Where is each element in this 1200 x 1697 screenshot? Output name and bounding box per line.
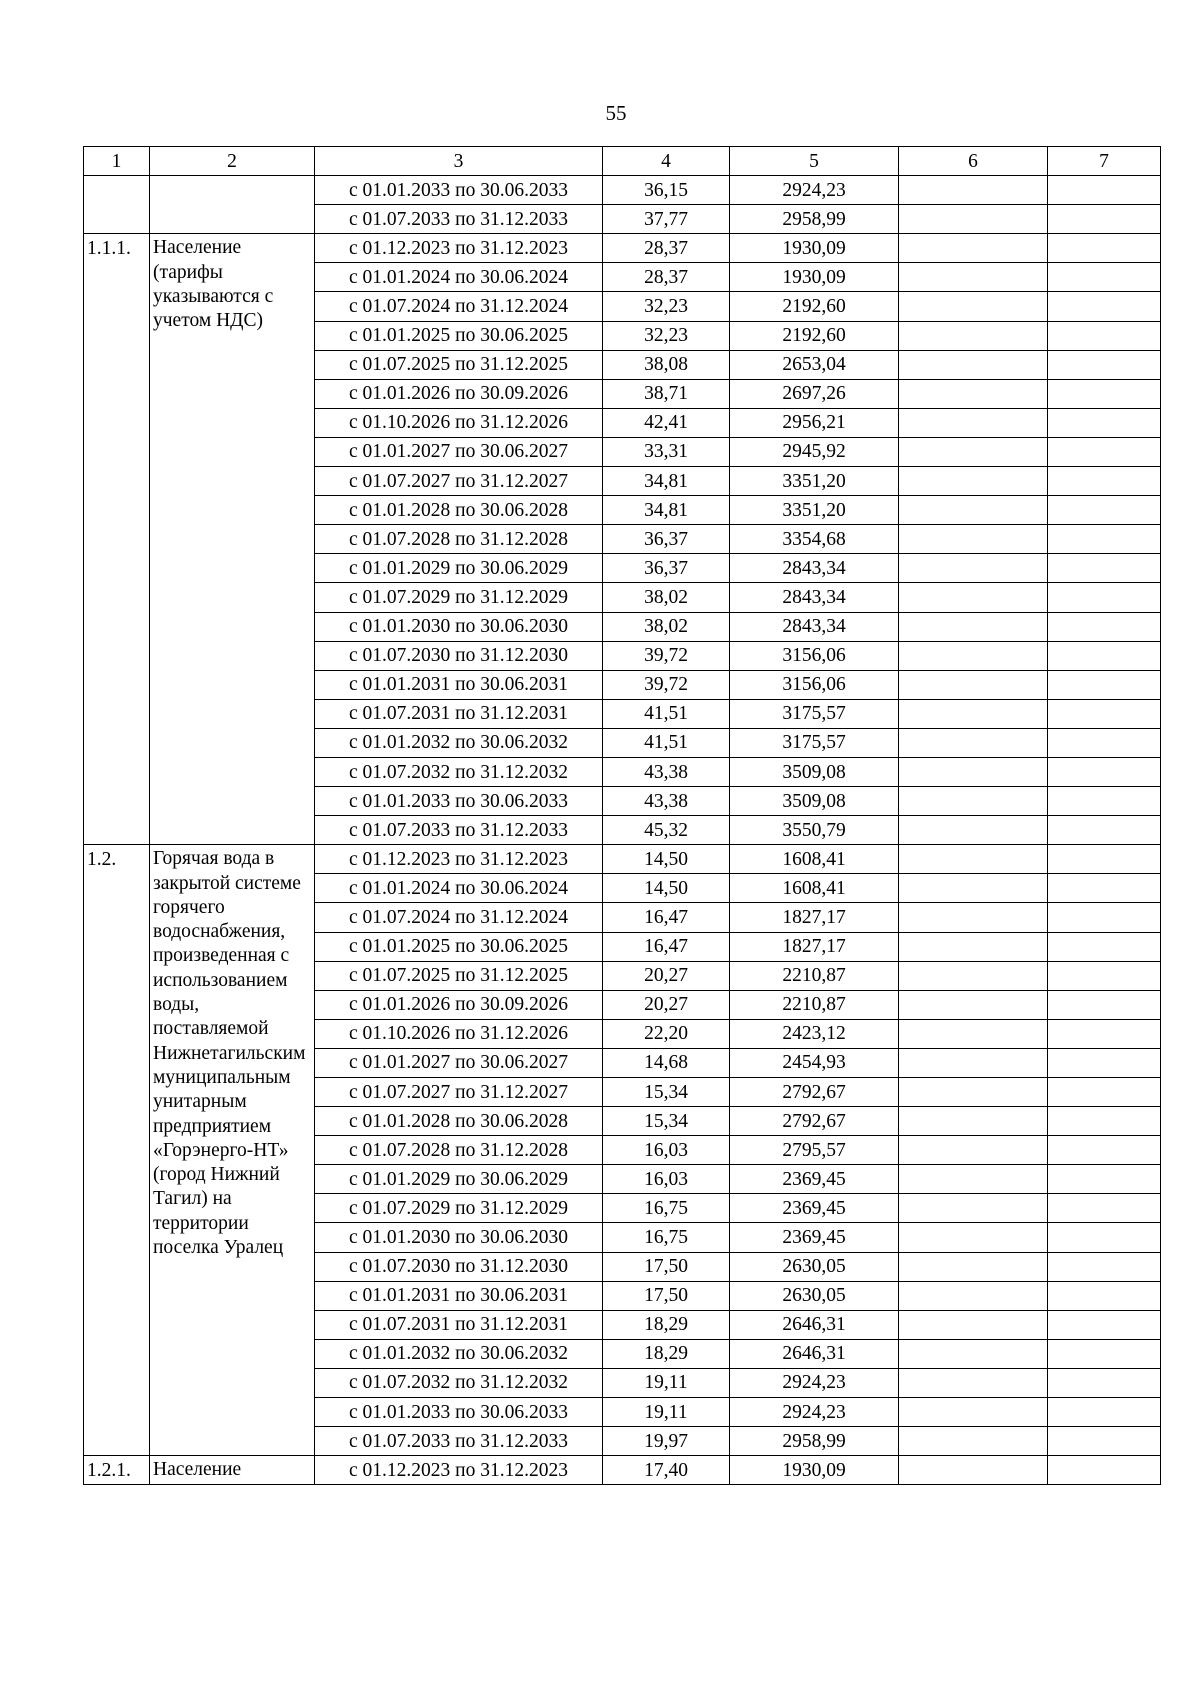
value-cell: 18,29 — [603, 1339, 730, 1368]
period-cell: с 01.12.2023 по 31.12.2023 — [315, 234, 603, 263]
period-cell: с 01.01.2026 по 30.09.2026 — [315, 990, 603, 1019]
tariff-cell: 2843,34 — [730, 554, 899, 583]
empty-cell — [899, 467, 1048, 496]
value-cell: 33,31 — [603, 437, 730, 466]
tariff-cell: 3156,06 — [730, 641, 899, 670]
tariff-cell: 2795,57 — [730, 1136, 899, 1165]
empty-cell — [1048, 525, 1161, 554]
empty-cell — [899, 757, 1048, 786]
item-description: Горячая вода в закрытой системе горячего водоснабжения, произведенная с использованием воды, поставляемой Нижнетагильским муниципальным унитарным предприятием «Горэнерго-НТ» (город Нижний Тагил) на территории поселка Уралец — [153, 848, 306, 1258]
value-cell: 14,68 — [603, 1048, 730, 1077]
empty-cell — [899, 554, 1048, 583]
item-description-cell — [150, 1456, 315, 1485]
value-cell: 17,50 — [603, 1281, 730, 1310]
empty-cell — [1048, 728, 1161, 757]
empty-cell — [899, 612, 1048, 641]
empty-cell — [1048, 874, 1161, 903]
period-cell: с 01.07.2024 по 31.12.2024 — [315, 292, 603, 321]
item-description-cell — [150, 234, 315, 845]
value-cell: 32,23 — [603, 292, 730, 321]
period-cell: с 01.01.2025 по 30.06.2025 — [315, 321, 603, 350]
table-row — [84, 234, 1161, 263]
period-cell: с 01.01.2024 по 30.06.2024 — [315, 263, 603, 292]
tariff-cell: 2369,45 — [730, 1165, 899, 1194]
empty-cell — [899, 1048, 1048, 1077]
tariff-cell: 2843,34 — [730, 583, 899, 612]
period-cell: с 01.07.2028 по 31.12.2028 — [315, 525, 603, 554]
tariff-cell: 2945,92 — [730, 437, 899, 466]
period-cell: с 01.07.2032 по 31.12.2032 — [315, 757, 603, 786]
period-cell: с 01.01.2031 по 30.06.2031 — [315, 670, 603, 699]
value-cell: 16,75 — [603, 1223, 730, 1252]
tariff-cell: 3509,08 — [730, 787, 899, 816]
period-cell: с 01.10.2026 по 31.12.2026 — [315, 408, 603, 437]
tariff-cell: 3351,20 — [730, 467, 899, 496]
tariff-cell: 2653,04 — [730, 350, 899, 379]
value-cell: 38,08 — [603, 350, 730, 379]
empty-cell — [1048, 641, 1161, 670]
period-cell: с 01.01.2026 по 30.09.2026 — [315, 379, 603, 408]
value-cell: 20,27 — [603, 961, 730, 990]
empty-cell — [899, 263, 1048, 292]
empty-cell — [899, 1165, 1048, 1194]
value-cell: 36,15 — [603, 176, 730, 205]
tariff-cell: 3509,08 — [730, 757, 899, 786]
period-cell: с 01.01.2032 по 30.06.2032 — [315, 728, 603, 757]
item-description — [153, 176, 311, 178]
tariff-cell: 1827,17 — [730, 903, 899, 932]
tariff-cell: 1608,41 — [730, 845, 899, 874]
value-cell: 42,41 — [603, 408, 730, 437]
value-cell: 36,37 — [603, 554, 730, 583]
period-cell: с 01.07.2025 по 31.12.2025 — [315, 961, 603, 990]
tariff-table — [83, 146, 1161, 1485]
empty-cell — [899, 670, 1048, 699]
period-cell: с 01.07.2029 по 31.12.2029 — [315, 1194, 603, 1223]
tariff-cell: 3175,57 — [730, 699, 899, 728]
empty-cell — [899, 816, 1048, 845]
period-cell: с 01.01.2028 по 30.06.2028 — [315, 1107, 603, 1136]
page-number: 55 — [605, 101, 627, 125]
period-cell: с 01.01.2033 по 30.06.2033 — [315, 1398, 603, 1427]
empty-cell — [1048, 932, 1161, 961]
item-number: 1.2.1. — [87, 1460, 131, 1482]
header-cell: 3 — [315, 147, 603, 176]
empty-cell — [1048, 292, 1161, 321]
empty-cell — [1048, 176, 1161, 205]
period-cell: с 01.01.2030 по 30.06.2030 — [315, 1223, 603, 1252]
header-cell: 4 — [603, 147, 730, 176]
empty-cell — [1048, 496, 1161, 525]
period-cell: с 01.07.2030 по 31.12.2030 — [315, 1252, 603, 1281]
tariff-cell: 2697,26 — [730, 379, 899, 408]
item-description: Население (тарифы указываются с учетом НДС) — [153, 237, 274, 332]
empty-cell — [1048, 699, 1161, 728]
item-number-cell — [84, 845, 150, 1456]
tariff-cell: 1930,09 — [730, 234, 899, 263]
period-cell: с 01.07.2027 по 31.12.2027 — [315, 1078, 603, 1107]
value-cell: 37,77 — [603, 205, 730, 234]
empty-cell — [1048, 1165, 1161, 1194]
value-cell: 39,72 — [603, 641, 730, 670]
value-cell: 36,37 — [603, 525, 730, 554]
empty-cell — [1048, 350, 1161, 379]
item-description-cell — [150, 845, 315, 1456]
empty-cell — [1048, 1281, 1161, 1310]
item-description: Население — [153, 1459, 242, 1481]
tariff-cell: 2630,05 — [730, 1281, 899, 1310]
empty-cell — [899, 176, 1048, 205]
empty-cell — [1048, 554, 1161, 583]
tariff-cell: 1608,41 — [730, 874, 899, 903]
value-cell: 39,72 — [603, 670, 730, 699]
item-number: 1.1.1. — [87, 238, 131, 260]
value-cell: 22,20 — [603, 1019, 730, 1048]
empty-cell — [899, 874, 1048, 903]
empty-cell — [899, 496, 1048, 525]
empty-cell — [1048, 845, 1161, 874]
empty-cell — [1048, 1252, 1161, 1281]
value-cell: 28,37 — [603, 234, 730, 263]
tariff-cell: 3550,79 — [730, 816, 899, 845]
empty-cell — [1048, 437, 1161, 466]
tariff-cell: 1827,17 — [730, 932, 899, 961]
period-cell: с 01.07.2024 по 31.12.2024 — [315, 903, 603, 932]
tariff-cell: 3175,57 — [730, 728, 899, 757]
value-cell: 34,81 — [603, 496, 730, 525]
empty-cell — [1048, 757, 1161, 786]
empty-cell — [899, 1194, 1048, 1223]
empty-cell — [899, 1339, 1048, 1368]
tariff-cell: 2210,87 — [730, 990, 899, 1019]
tariff-cell: 2924,23 — [730, 1368, 899, 1397]
empty-cell — [1048, 816, 1161, 845]
empty-cell — [899, 961, 1048, 990]
period-cell: с 01.07.2033 по 31.12.2033 — [315, 1427, 603, 1456]
empty-cell — [1048, 408, 1161, 437]
period-cell: с 01.01.2033 по 30.06.2033 — [315, 787, 603, 816]
header-cell: 1 — [84, 147, 150, 176]
empty-cell — [899, 1398, 1048, 1427]
value-cell: 15,34 — [603, 1107, 730, 1136]
tariff-cell: 2956,21 — [730, 408, 899, 437]
value-cell: 16,75 — [603, 1194, 730, 1223]
empty-cell — [1048, 1107, 1161, 1136]
empty-cell — [899, 641, 1048, 670]
empty-cell — [899, 845, 1048, 874]
period-cell: с 01.01.2025 по 30.06.2025 — [315, 932, 603, 961]
empty-cell — [1048, 1456, 1161, 1485]
value-cell: 41,51 — [603, 728, 730, 757]
value-cell: 43,38 — [603, 787, 730, 816]
period-cell: с 01.01.2029 по 30.06.2029 — [315, 554, 603, 583]
value-cell: 43,38 — [603, 757, 730, 786]
period-cell: с 01.10.2026 по 31.12.2026 — [315, 1019, 603, 1048]
value-cell: 17,50 — [603, 1252, 730, 1281]
tariff-cell: 1930,09 — [730, 1456, 899, 1485]
period-cell: с 01.07.2031 по 31.12.2031 — [315, 699, 603, 728]
tariff-cell: 2192,60 — [730, 321, 899, 350]
value-cell: 34,81 — [603, 467, 730, 496]
empty-cell — [1048, 1339, 1161, 1368]
empty-cell — [1048, 670, 1161, 699]
empty-cell — [899, 350, 1048, 379]
value-cell: 16,03 — [603, 1136, 730, 1165]
empty-cell — [899, 437, 1048, 466]
empty-cell — [1048, 903, 1161, 932]
tariff-cell: 2210,87 — [730, 961, 899, 990]
tariff-cell: 2454,93 — [730, 1048, 899, 1077]
value-cell: 17,40 — [603, 1456, 730, 1485]
period-cell: с 01.12.2023 по 31.12.2023 — [315, 1456, 603, 1485]
tariff-cell: 2369,45 — [730, 1194, 899, 1223]
empty-cell — [899, 379, 1048, 408]
tariff-cell: 3156,06 — [730, 670, 899, 699]
empty-cell — [899, 408, 1048, 437]
header-cell: 5 — [730, 147, 899, 176]
empty-cell — [1048, 1427, 1161, 1456]
empty-cell — [899, 903, 1048, 932]
tariff-cell: 2958,99 — [730, 205, 899, 234]
tariff-cell: 2369,45 — [730, 1223, 899, 1252]
item-number: 1.2. — [87, 849, 117, 871]
empty-cell — [1048, 1078, 1161, 1107]
tariff-cell: 2646,31 — [730, 1339, 899, 1368]
item-number-cell — [84, 234, 150, 845]
period-cell: с 01.07.2028 по 31.12.2028 — [315, 1136, 603, 1165]
empty-cell — [1048, 612, 1161, 641]
table-row — [84, 845, 1161, 874]
value-cell: 14,50 — [603, 845, 730, 874]
value-cell: 38,02 — [603, 612, 730, 641]
value-cell: 19,11 — [603, 1368, 730, 1397]
period-cell: с 01.01.2030 по 30.06.2030 — [315, 612, 603, 641]
item-description-cell — [150, 176, 315, 234]
empty-cell — [1048, 321, 1161, 350]
period-cell: с 01.07.2025 по 31.12.2025 — [315, 350, 603, 379]
value-cell: 16,03 — [603, 1165, 730, 1194]
item-number — [87, 176, 146, 177]
period-cell: с 01.12.2023 по 31.12.2023 — [315, 845, 603, 874]
tariff-cell: 2792,67 — [730, 1078, 899, 1107]
empty-cell — [899, 932, 1048, 961]
header-cell: 2 — [150, 147, 315, 176]
empty-cell — [1048, 1136, 1161, 1165]
period-cell: с 01.07.2027 по 31.12.2027 — [315, 467, 603, 496]
period-cell: с 01.01.2031 по 30.06.2031 — [315, 1281, 603, 1310]
empty-cell — [899, 1281, 1048, 1310]
empty-cell — [1048, 1310, 1161, 1339]
empty-cell — [899, 990, 1048, 1019]
empty-cell — [899, 234, 1048, 263]
empty-cell — [899, 1136, 1048, 1165]
item-number-cell — [84, 1456, 150, 1485]
empty-cell — [899, 787, 1048, 816]
tariff-cell: 2924,23 — [730, 176, 899, 205]
period-cell: с 01.07.2033 по 31.12.2033 — [315, 205, 603, 234]
empty-cell — [899, 321, 1048, 350]
tariff-cell: 2843,34 — [730, 612, 899, 641]
tariff-cell: 2630,05 — [730, 1252, 899, 1281]
empty-cell — [1048, 263, 1161, 292]
empty-cell — [899, 1456, 1048, 1485]
period-cell: с 01.01.2024 по 30.06.2024 — [315, 874, 603, 903]
value-cell: 38,02 — [603, 583, 730, 612]
empty-cell — [1048, 379, 1161, 408]
empty-cell — [899, 205, 1048, 234]
value-cell: 45,32 — [603, 816, 730, 845]
empty-cell — [899, 1078, 1048, 1107]
period-cell: с 01.01.2033 по 30.06.2033 — [315, 176, 603, 205]
value-cell: 41,51 — [603, 699, 730, 728]
empty-cell — [1048, 467, 1161, 496]
header-row — [84, 147, 1161, 176]
empty-cell — [1048, 787, 1161, 816]
period-cell: с 01.01.2028 по 30.06.2028 — [315, 496, 603, 525]
value-cell: 16,47 — [603, 903, 730, 932]
empty-cell — [1048, 961, 1161, 990]
value-cell: 38,71 — [603, 379, 730, 408]
header-cell: 7 — [1048, 147, 1161, 176]
period-cell: с 01.07.2029 по 31.12.2029 — [315, 583, 603, 612]
period-cell: с 01.07.2030 по 31.12.2030 — [315, 641, 603, 670]
item-number-cell — [84, 176, 150, 234]
period-cell: с 01.01.2027 по 30.06.2027 — [315, 437, 603, 466]
tariff-cell: 3351,20 — [730, 496, 899, 525]
period-cell: с 01.07.2033 по 31.12.2033 — [315, 816, 603, 845]
empty-cell — [1048, 1048, 1161, 1077]
empty-cell — [1048, 1019, 1161, 1048]
tariff-cell: 3354,68 — [730, 525, 899, 554]
value-cell: 14,50 — [603, 874, 730, 903]
value-cell: 19,11 — [603, 1398, 730, 1427]
period-cell: с 01.07.2032 по 31.12.2032 — [315, 1368, 603, 1397]
value-cell: 32,23 — [603, 321, 730, 350]
value-cell: 20,27 — [603, 990, 730, 1019]
empty-cell — [899, 1019, 1048, 1048]
table-row — [84, 1456, 1161, 1485]
empty-cell — [1048, 1398, 1161, 1427]
empty-cell — [899, 728, 1048, 757]
table-body — [84, 147, 1161, 1485]
period-cell: с 01.01.2029 по 30.06.2029 — [315, 1165, 603, 1194]
empty-cell — [899, 1107, 1048, 1136]
period-cell: с 01.01.2027 по 30.06.2027 — [315, 1048, 603, 1077]
empty-cell — [899, 699, 1048, 728]
empty-cell — [899, 1310, 1048, 1339]
tariff-cell: 2792,67 — [730, 1107, 899, 1136]
value-cell: 28,37 — [603, 263, 730, 292]
empty-cell — [1048, 234, 1161, 263]
value-cell: 18,29 — [603, 1310, 730, 1339]
value-cell: 19,97 — [603, 1427, 730, 1456]
value-cell: 15,34 — [603, 1078, 730, 1107]
empty-cell — [1048, 1223, 1161, 1252]
empty-cell — [899, 583, 1048, 612]
period-cell: с 01.07.2031 по 31.12.2031 — [315, 1310, 603, 1339]
tariff-cell: 2924,23 — [730, 1398, 899, 1427]
empty-cell — [1048, 205, 1161, 234]
tariff-cell: 2423,12 — [730, 1019, 899, 1048]
period-cell: с 01.01.2032 по 30.06.2032 — [315, 1339, 603, 1368]
empty-cell — [1048, 990, 1161, 1019]
tariff-cell: 2646,31 — [730, 1310, 899, 1339]
table-row — [84, 176, 1161, 205]
tariff-cell: 2192,60 — [730, 292, 899, 321]
empty-cell — [899, 1427, 1048, 1456]
empty-cell — [1048, 1194, 1161, 1223]
empty-cell — [899, 1223, 1048, 1252]
empty-cell — [1048, 583, 1161, 612]
empty-cell — [899, 1252, 1048, 1281]
header-cell: 6 — [899, 147, 1048, 176]
tariff-cell: 1930,09 — [730, 263, 899, 292]
empty-cell — [899, 292, 1048, 321]
value-cell: 16,47 — [603, 932, 730, 961]
empty-cell — [1048, 1368, 1161, 1397]
tariff-cell: 2958,99 — [730, 1427, 899, 1456]
empty-cell — [899, 525, 1048, 554]
empty-cell — [899, 1368, 1048, 1397]
